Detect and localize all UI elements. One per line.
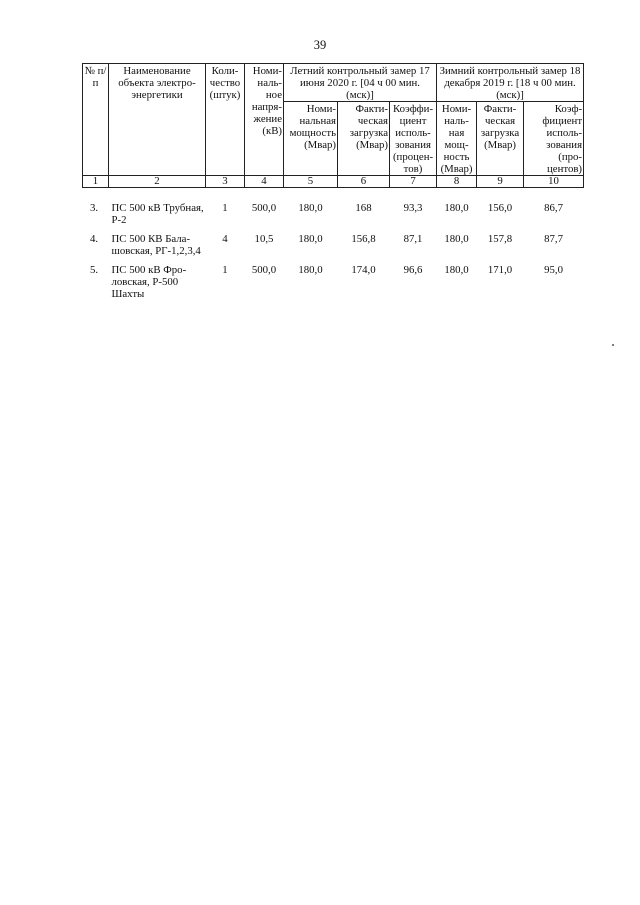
voltage-cell: 10,5 — [254, 233, 274, 245]
voltage-cell: 500,0 — [251, 264, 277, 276]
object-name — [109, 257, 206, 300]
object-name-line: Р-2 — [111, 214, 127, 226]
object-name-line: ПС 500 КВ Бала- — [111, 233, 191, 245]
header-winter-actual-load: Факти-ческая загрузка (Мвар) — [477, 102, 524, 176]
column-number: 7 — [390, 176, 437, 188]
header-summer-usage-coefficient: Коэффи-циент исполь-зования (процен-тов) — [390, 102, 437, 176]
header-summer-actual-load: Факти-ческая загрузка (Мвар) — [338, 102, 390, 176]
column-number-row — [83, 176, 584, 188]
summer-coef-cell: 87,1 — [403, 233, 423, 245]
object-name-line: Шахты — [111, 288, 145, 300]
summer-nominal-cell: 180,0 — [298, 233, 323, 245]
winter-coef-cell: 95,0 — [544, 264, 563, 276]
column-number: 6 — [338, 176, 390, 188]
winter-coef-cell: 87,7 — [544, 233, 563, 245]
column-number: 9 — [477, 176, 524, 188]
column-number: 8 — [437, 176, 477, 188]
reactive-power-table — [82, 63, 584, 300]
table-row — [83, 226, 584, 257]
object-name — [109, 188, 206, 227]
table-body — [83, 188, 584, 301]
scan-dot — [612, 344, 614, 346]
header-winter-group: Зимний контрольный замер 18 декабря 2019 г. [18 ч 00 мин. (мск)] — [437, 64, 584, 102]
column-number: 3 — [206, 176, 245, 188]
voltage-cell: 500,0 — [251, 202, 277, 214]
row-index: 5. — [89, 264, 99, 276]
header-col-object-name: Наименование объекта электро-энергетики — [109, 64, 206, 176]
column-number: 4 — [245, 176, 284, 188]
winter-nominal-cell: 180,0 — [444, 264, 469, 276]
object-name-line: ловская, Р-500 — [111, 276, 179, 288]
summer-coef-cell: 93,3 — [403, 202, 423, 214]
quantity-cell: 4 — [222, 233, 228, 245]
header-winter-nominal-power: Номи-наль-ная мощ-ность (Мвар) — [437, 102, 477, 176]
header-col-nominal-voltage: Номи-наль-ное напря-жение (кВ) — [245, 64, 284, 176]
winter-nominal-cell: 180,0 — [444, 202, 469, 214]
table-row — [83, 188, 584, 227]
object-name — [109, 226, 206, 257]
column-number: 2 — [109, 176, 206, 188]
header-col-quantity: Коли-чество (штук) — [206, 64, 245, 176]
column-number: 1 — [83, 176, 109, 188]
summer-actual-cell: 168 — [355, 202, 372, 214]
header-winter-usage-coefficient: Коэф-фициент исполь-зования (про-центов) — [524, 102, 584, 176]
winter-coef-cell: 86,7 — [544, 202, 563, 214]
header-col-number: № п/п — [83, 64, 109, 176]
header-summer-nominal-power: Номи-нальная мощность (Мвар) — [284, 102, 338, 176]
summer-actual-cell: 174,0 — [351, 264, 376, 276]
table-row — [83, 257, 584, 300]
winter-actual-cell: 157,8 — [487, 233, 513, 245]
table-header — [83, 64, 584, 188]
row-index: 3. — [89, 202, 99, 214]
quantity-cell: 1 — [222, 202, 228, 214]
summer-nominal-cell: 180,0 — [298, 264, 323, 276]
object-name-line: ПС 500 кВ Трубная, — [111, 202, 204, 214]
winter-actual-cell: 171,0 — [487, 264, 513, 276]
object-name-line: ПС 500 кВ Фро- — [111, 264, 187, 276]
object-name-line: шовская, РГ-1,2,3,4 — [111, 245, 201, 257]
column-number: 5 — [284, 176, 338, 188]
quantity-cell: 1 — [222, 264, 228, 276]
row-index: 4. — [89, 233, 99, 245]
column-number: 10 — [524, 176, 584, 188]
summer-coef-cell: 96,6 — [403, 264, 423, 276]
winter-nominal-cell: 180,0 — [444, 233, 469, 245]
header-summer-group: Летний контрольный замер 17 июня 2020 г. [04 ч 00 мин. (мск)] — [284, 64, 437, 102]
summer-nominal-cell: 180,0 — [298, 202, 323, 214]
summer-actual-cell: 156,8 — [351, 233, 376, 245]
page-number: 39 — [313, 38, 327, 52]
winter-actual-cell: 156,0 — [487, 202, 513, 214]
